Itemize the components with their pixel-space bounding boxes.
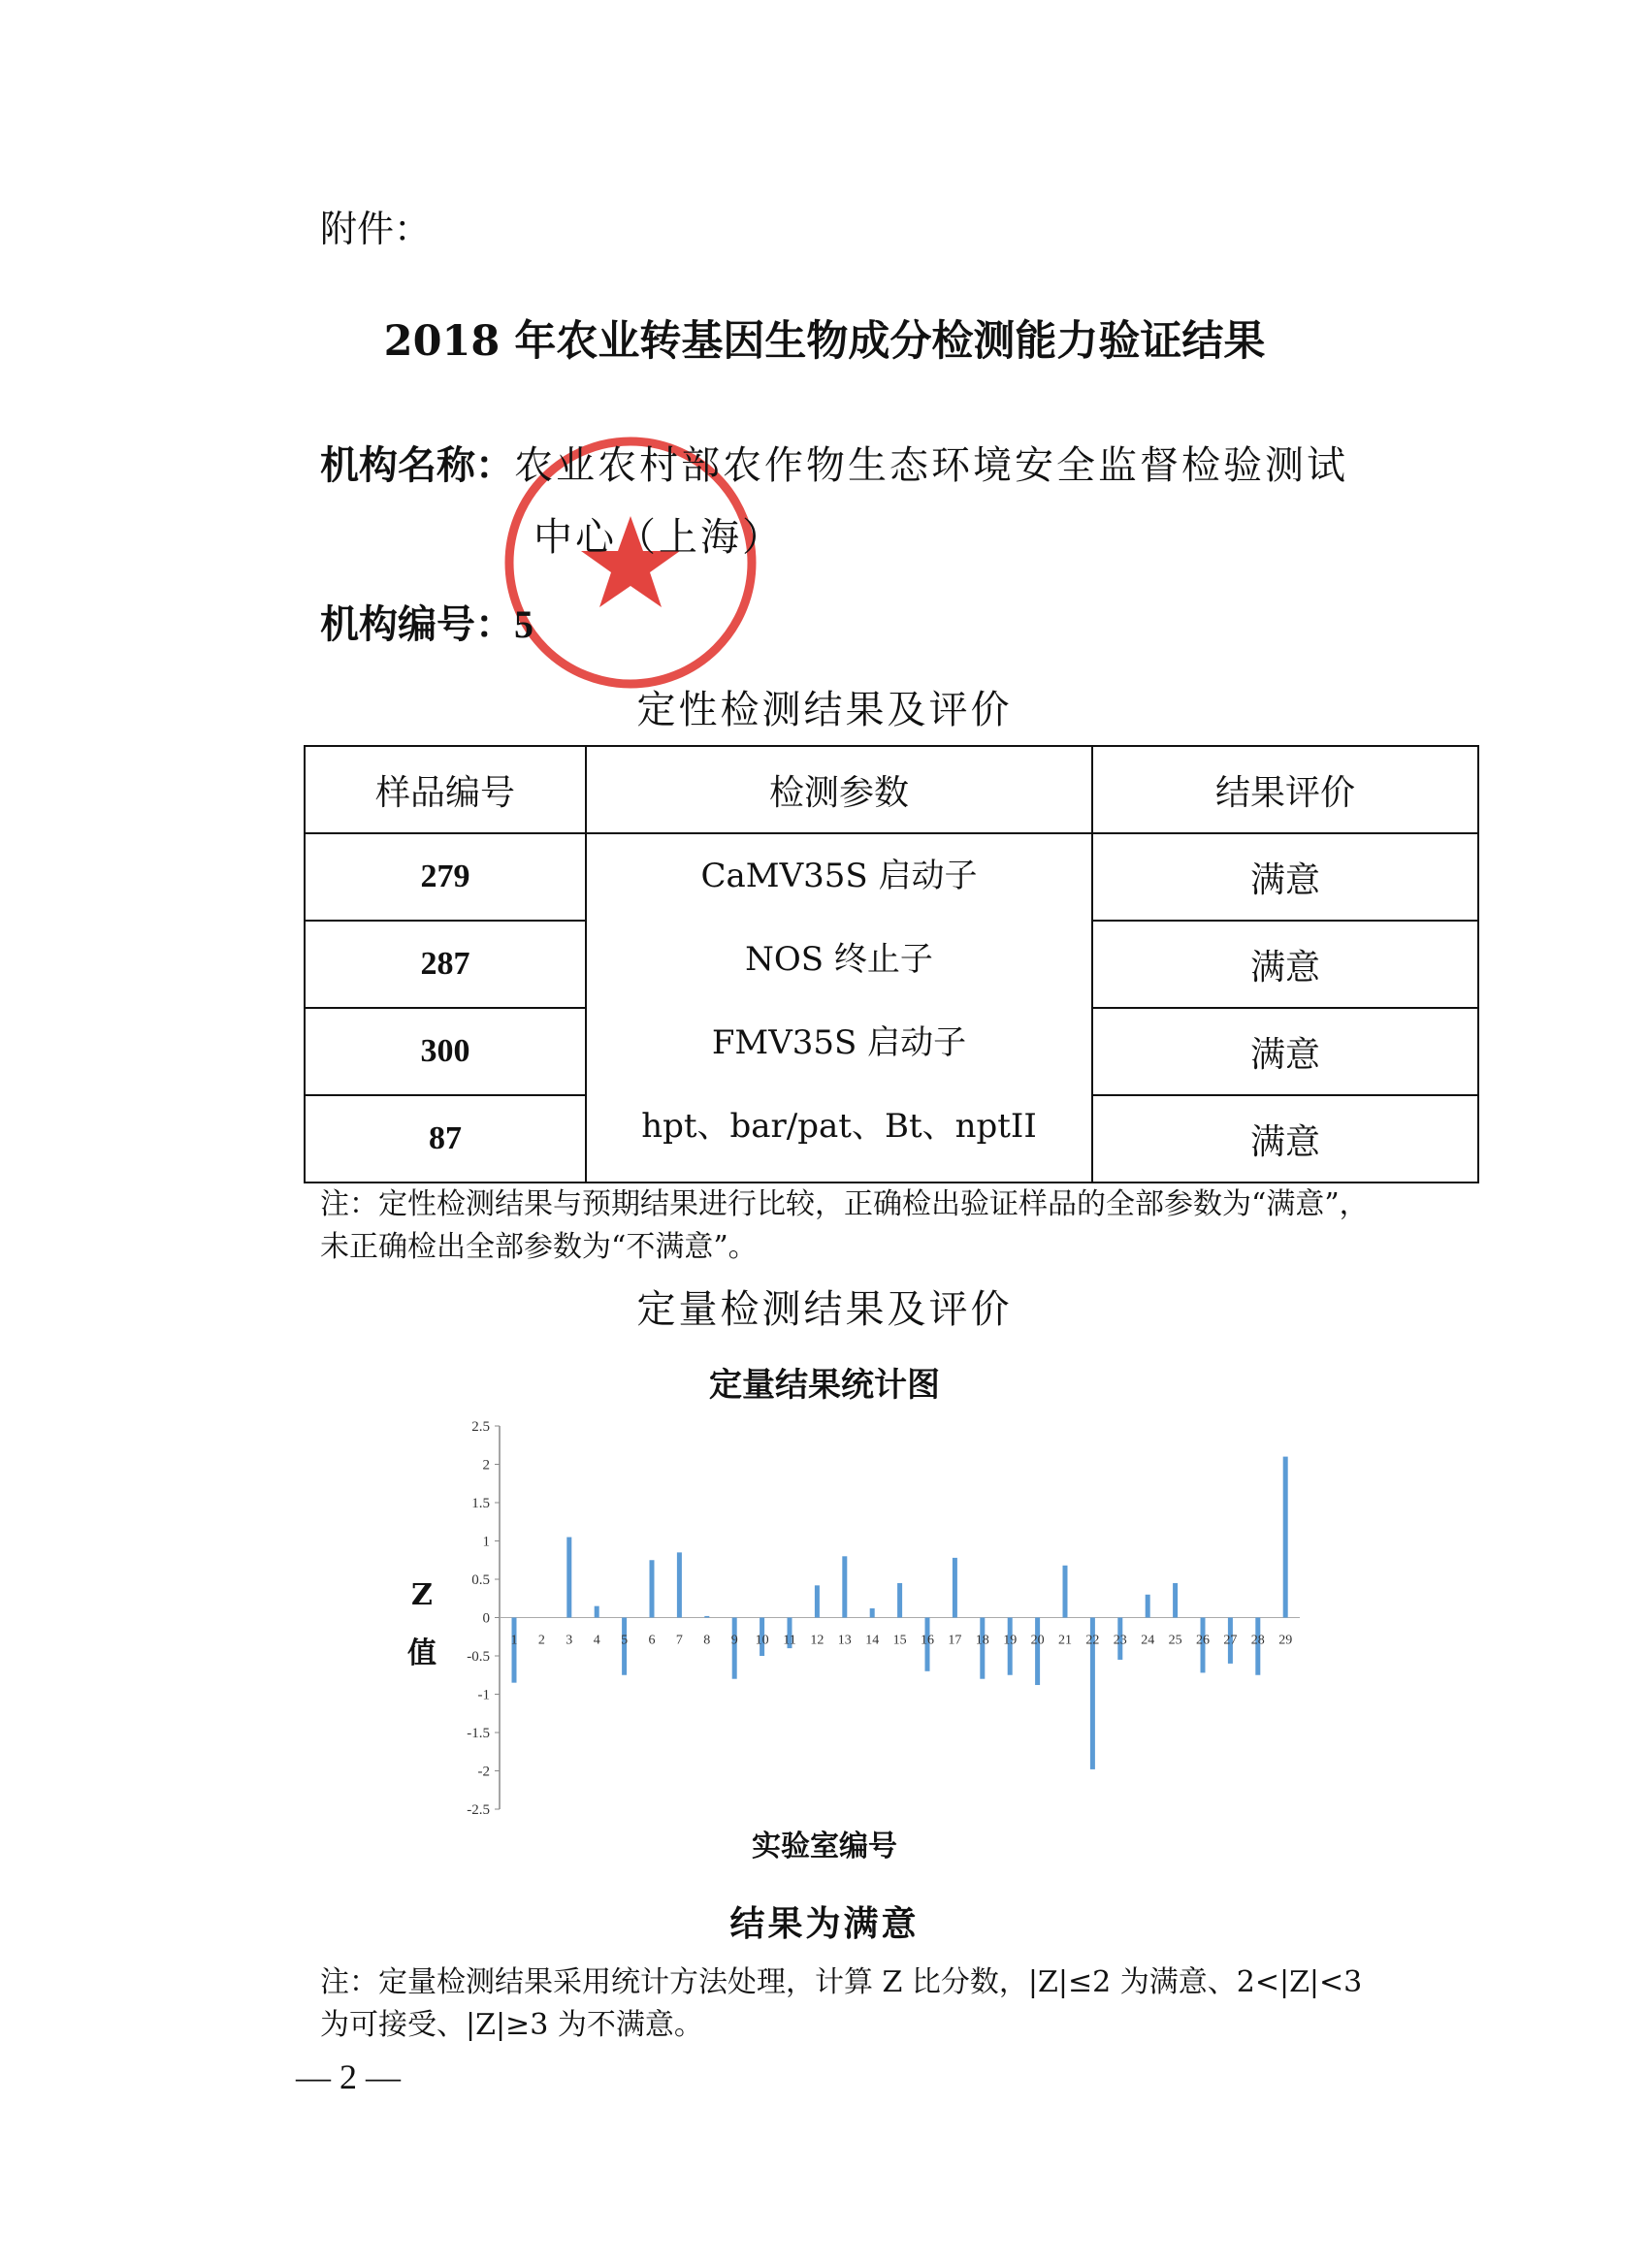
qualitative-table [304,745,1479,1183]
x-tick-label: 3 [566,1633,573,1648]
x-tick-label: 6 [648,1633,656,1648]
chart-title: 定量结果统计图 [709,1366,940,1405]
result-cell: 满意 [1092,833,1478,921]
quantitative-result: 结果为满意 [729,1903,920,1944]
x-tick-label: 12 [810,1633,824,1648]
quantitative-note [320,1961,1416,2047]
x-tick-label: 24 [1141,1633,1155,1648]
note-line: 为可接受、|Z|≥3 为不满意。 [320,2008,703,2042]
x-tick-label: 28 [1250,1633,1265,1648]
header-sample: 样品编号 [305,746,586,833]
x-tick-label: 7 [675,1633,683,1648]
sample-number: 300 [305,1008,586,1095]
x-tick-label: 11 [783,1633,796,1648]
table-header-row [305,746,1478,833]
result-cell: 满意 [1092,1095,1478,1183]
y-tick-label: 1 [482,1534,490,1550]
document-title: 2018 年农业转基因生物成分检测能力验证结果 [383,317,1266,366]
x-tick-label: 17 [948,1633,962,1648]
bar-lab-14 [870,1608,875,1617]
header-param: 检测参数 [586,746,1092,833]
x-tick-label: 9 [730,1633,738,1648]
x-tick-label: 20 [1030,1633,1045,1648]
bar-lab-12 [815,1585,820,1617]
x-tick-label: 18 [975,1633,989,1648]
param-item: NOS 终止子 [745,940,933,979]
x-tick-label: 21 [1058,1633,1072,1648]
x-tick-label: 25 [1168,1633,1182,1648]
x-tick-label: 19 [1003,1633,1018,1648]
y-tick-label: 0 [482,1610,490,1627]
x-axis-label: 实验室编号 [752,1830,897,1863]
y-tick-label: 1.5 [471,1496,490,1511]
org-name-row [320,427,1406,504]
org-number-label: 机构编号： [320,601,514,647]
bar-lab-9 [732,1618,737,1679]
quantitative-title: 定量检测结果及评价 [636,1287,1013,1332]
bar-lab-24 [1146,1595,1150,1618]
x-tick-label: 26 [1196,1633,1210,1648]
x-tick-label: 5 [621,1633,629,1648]
x-tick-label: 15 [892,1633,907,1648]
y-tick-label: 2 [482,1457,490,1474]
table-row [305,833,1478,921]
result-cell: 满意 [1092,1008,1478,1095]
bar-lab-7 [677,1552,682,1617]
bar-lab-13 [842,1556,847,1617]
x-tick-label: 23 [1113,1633,1127,1648]
x-tick-label: 27 [1223,1633,1238,1648]
bar-lab-15 [897,1583,902,1618]
bar-lab-6 [650,1560,655,1617]
page-number: — 2 — [296,2057,401,2096]
note-line: 未正确检出全部参数为“不满意”。 [320,1230,758,1264]
y-tick-label: -2 [477,1764,490,1780]
y-tick-label: 2.5 [471,1419,490,1435]
x-tick-label: 4 [593,1633,600,1648]
org-name-value: 农业农村部农作物生态环境安全监督检验测试 [514,443,1348,488]
x-tick-label: 8 [703,1633,711,1648]
sample-number: 287 [305,921,586,1008]
x-tick-label: 1 [510,1633,518,1648]
x-tick-label: 13 [837,1633,852,1648]
sample-number: 87 [305,1095,586,1183]
header-result: 结果评价 [1092,746,1478,833]
bar-lab-17 [953,1558,957,1618]
bar-lab-3 [566,1538,571,1618]
bar-lab-4 [595,1606,599,1618]
y-tick-label: 0.5 [471,1572,490,1588]
note-line: 注：定性检测结果与预期结果进行比较，正确检出验证样品的全部参数为“满意”， [320,1187,1369,1221]
y-tick-label: -2.5 [467,1802,490,1818]
sample-number: 279 [305,833,586,921]
bar-lab-29 [1283,1457,1288,1618]
bar-lab-18 [980,1618,985,1679]
bar-lab-8 [704,1616,709,1618]
org-number-value: 5 [514,602,534,646]
bar-lab-1 [512,1618,517,1683]
x-tick-label: 2 [537,1633,545,1648]
attachment-label: 附件： [320,208,432,250]
x-tick-label: 22 [1085,1633,1100,1648]
bar-lab-25 [1173,1583,1178,1618]
y-tick-label: -1.5 [467,1726,490,1741]
org-number-row [320,594,534,649]
result-cell: 满意 [1092,921,1478,1008]
org-name-label: 机构名称： [320,442,514,488]
note-line: 注：定量检测结果采用统计方法处理，计算 Z 比分数，|Z|≤2 为满意、2<|Z|<3 [320,1965,1363,1999]
qualitative-title: 定性检测结果及评价 [636,688,1013,732]
x-tick-label: 10 [755,1633,769,1648]
x-tick-label: 16 [921,1633,934,1648]
param-item: hpt、bar/pat、Bt、nptII [641,1107,1037,1146]
y-tick-label: -0.5 [467,1649,490,1665]
param-item: CaMV35S 启动子 [700,857,978,895]
x-tick-label: 29 [1278,1633,1293,1648]
x-tick-label: 14 [865,1633,880,1648]
bar-lab-20 [1035,1618,1040,1686]
z-score-chart [427,1416,1319,1824]
qualitative-note [320,1183,1416,1269]
y-axis-label: Z值 [407,1578,436,1670]
params-cell [586,833,1092,1183]
y-tick-label: -1 [477,1687,490,1703]
param-item: FMV35S 启动子 [711,1023,967,1062]
bar-lab-21 [1063,1566,1068,1618]
org-name-line2: 中心（上海） [534,515,784,560]
